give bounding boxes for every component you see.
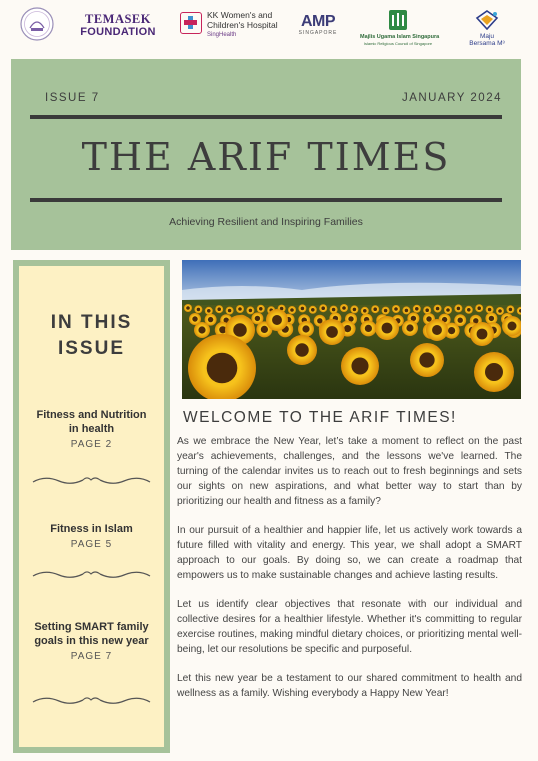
sunflower-center [363, 309, 367, 313]
sunflower-center [373, 307, 377, 311]
newsletter-tagline: Achieving Resilient and Inspiring Families [169, 216, 363, 228]
sunflower-center [233, 323, 247, 337]
sunflower-center [326, 326, 338, 338]
sunflower-center [446, 308, 450, 312]
issue-date: JANUARY 2024 [401, 92, 502, 104]
amp-text: AMP [300, 13, 336, 30]
sunflower-center [344, 325, 351, 332]
amp-sub-text: SINGAPORE [298, 30, 338, 36]
sunflower-center [197, 308, 201, 312]
toc-item-smart-goals[interactable] [19, 620, 164, 662]
sunflower-center [353, 308, 357, 312]
sunflower-center [238, 307, 242, 311]
sunflower-center [290, 308, 294, 312]
maju-bersama-logo [457, 10, 517, 46]
toc-item-title: Fitness in Islam [50, 523, 133, 535]
sunflower-center [394, 307, 398, 311]
sunflower-center [509, 308, 513, 312]
masthead-top-rule [30, 115, 502, 119]
sunflower-center [467, 308, 471, 312]
sunflower-center [415, 307, 419, 311]
sunflower-center [508, 322, 517, 331]
issue-number: ISSUE 7 [45, 92, 100, 104]
sunflower-center [406, 324, 413, 331]
sunflower-center [217, 307, 221, 311]
sunflower-center [384, 309, 388, 313]
muis-logo [360, 10, 440, 48]
toc-item-page: PAGE 2 [70, 439, 113, 450]
sunflower-center [342, 306, 346, 310]
muis-sub: Islamic Religious Council of Singapore [363, 41, 433, 46]
article-paragraph: Let us identify clear objectives that resonate with our individual and collective desires for a healthier lifestyle. Whether it's committing to regular exercise routines, making mindful dietary choices, or prioritizing mental well-being, let our resolutions be specific and purposeful. [177, 599, 522, 655]
sunflower-center [351, 357, 368, 374]
sunflower-center [458, 318, 463, 323]
maju-bersama-text: Maju Bersama M³ [469, 33, 505, 47]
sunflower-center [432, 325, 442, 335]
kkh-name: KK Women's and Children's Hospital [207, 10, 278, 30]
sunflower-center [332, 308, 336, 312]
sunflower-center [207, 309, 211, 313]
sunflower-center [448, 327, 455, 334]
sunflower-center [302, 325, 309, 332]
flourish-divider-icon [31, 474, 152, 488]
sunflower-center [311, 308, 315, 312]
toc-item-title: Fitness and Nutrition in health [36, 409, 147, 435]
flourish-divider-icon [31, 694, 152, 708]
sunflower-center [228, 309, 232, 313]
singhealth-text: SingHealth [207, 32, 237, 38]
sunflower-center [186, 306, 190, 310]
toc-item-title: Setting SMART family goals in this new year [34, 621, 149, 647]
newsletter-title: THE ARIF TIMES [81, 135, 451, 179]
article-paragraph: In our pursuit of a healthier and happier life, let us actively work towards a future filled with vitality and energy. This year, we shall adopt a SMART approach to our goals. By doing so, we can create a roadmap that empowers us to make sustainable changes and achieve lasting results. [177, 525, 522, 581]
masthead [11, 59, 521, 250]
sunflower-center [192, 316, 197, 321]
sunflower-center [208, 317, 213, 322]
sunflower-center [198, 326, 205, 333]
article-paragraph: Let this new year be a testament to our shared commitment to health and wellness as a family. Wishing everybody a Happy New Year! [177, 673, 522, 699]
maju-bersama-emblem-icon [475, 10, 499, 30]
sunflower-center [498, 309, 502, 313]
welcome-heading: WELCOME TO THE ARIF TIMES! [183, 409, 457, 426]
foundation-text: FOUNDATION [80, 26, 156, 38]
partner-logos-bar [0, 0, 538, 52]
sunflower-center [301, 307, 305, 311]
arif-logo [20, 7, 54, 41]
sunflower-center [261, 326, 268, 333]
sunflower-center [488, 308, 492, 312]
sunflower-center [382, 323, 393, 334]
sidebar-panel [19, 266, 164, 747]
sunflower-center [207, 353, 238, 384]
toc-item-page: PAGE 7 [70, 651, 113, 662]
sunflower-center [477, 329, 488, 340]
sunflower-center [485, 363, 503, 381]
sunflower-center [255, 316, 260, 321]
sunflower-center [425, 308, 429, 312]
flourish-divider-icon [31, 568, 152, 582]
masthead-bottom-rule [30, 198, 502, 202]
sunflower-center [249, 309, 253, 313]
sunflower-center [477, 306, 481, 310]
in-this-issue-heading: IN THIS ISSUE [50, 312, 133, 359]
temasek-text: TEMASEK [84, 12, 151, 26]
muis-emblem-icon [389, 10, 407, 30]
sunflower-center [259, 307, 263, 311]
temasek-foundation-logo [78, 13, 158, 38]
sunflower-center [489, 316, 494, 321]
toc-item-page: PAGE 5 [70, 539, 113, 550]
sunflower-field-photo [182, 260, 521, 399]
sunflower-center [419, 352, 434, 367]
sunflower-center [436, 307, 440, 311]
sunflower-center [405, 309, 409, 313]
kkh-logo [180, 10, 280, 44]
muis-name: Majlis Ugama Islam Singapura [360, 34, 440, 40]
kkh-cross-icon [180, 12, 202, 34]
sunflower-center [295, 343, 309, 357]
in-this-issue-sidebar [13, 260, 170, 753]
sunflower-center [321, 306, 325, 310]
amp-singapore-logo [294, 14, 342, 40]
toc-item-fitness-nutrition[interactable] [19, 408, 164, 450]
sunflower-center [457, 307, 461, 311]
sunflower-center [365, 325, 372, 332]
toc-item-fitness-islam[interactable] [19, 522, 164, 550]
article-paragraph: As we embrace the New Year, let’s take a moment to reflect on the past year's achievements, challenges, and the lessons we've learned. The turning of the calendar invites us to reach out to fresh beginnings and sets our sights on new aspirations, and what better way to start than by prioritizing our health and fitness as a family? [177, 436, 522, 507]
sunflower-center [272, 315, 282, 325]
article-body [177, 434, 522, 715]
